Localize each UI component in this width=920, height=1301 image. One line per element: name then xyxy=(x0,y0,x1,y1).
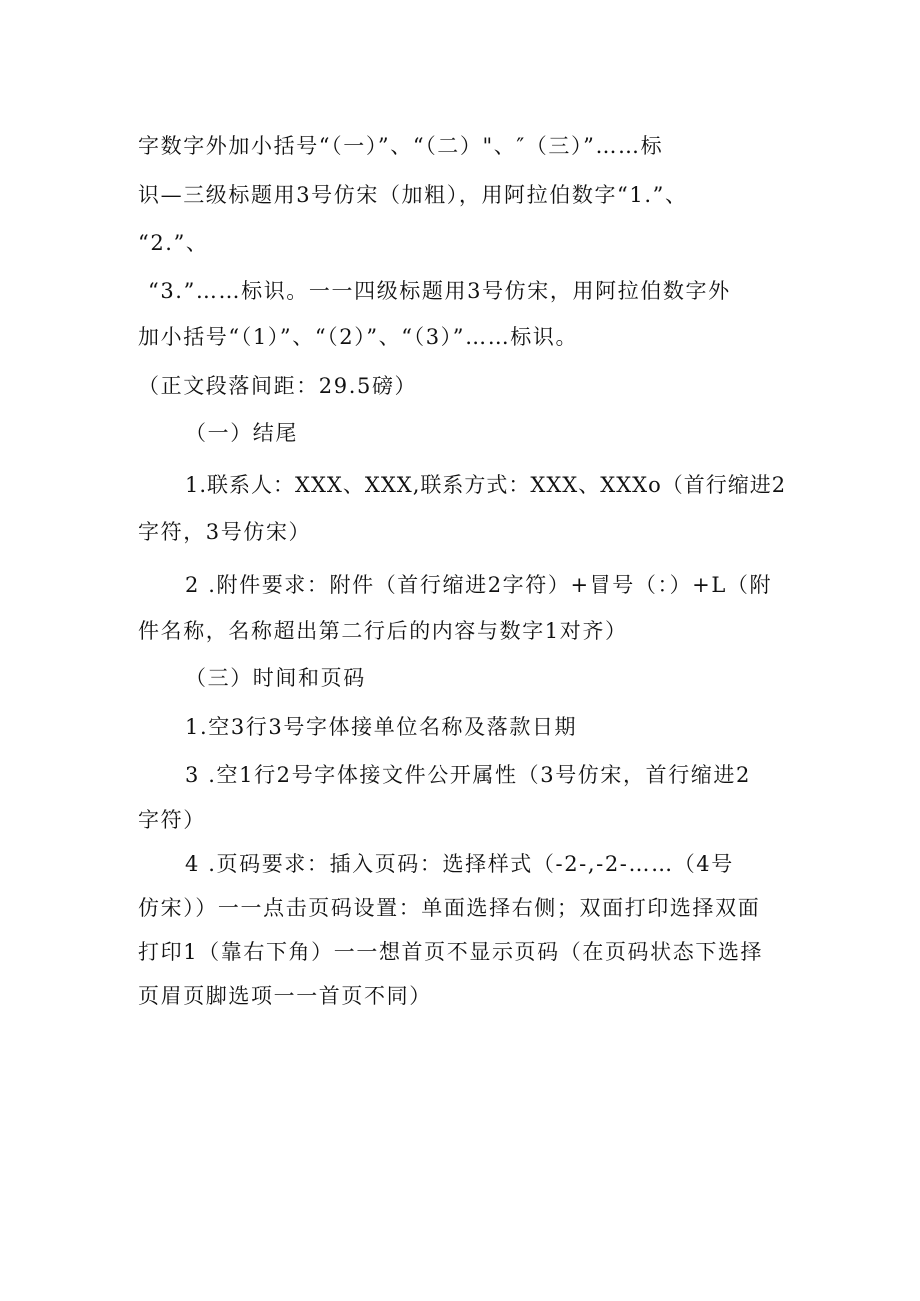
section-heading: （三）时间和页码 xyxy=(185,666,366,690)
text-line: 3 .空1行2号字体接文件公开属性（3号仿宋，首行缩进2 xyxy=(185,763,751,787)
text-line: 2 .附件要求：附件（首行缩进2字符）+冒号（：）+L（附 xyxy=(185,573,773,597)
text-line: 加小括号“（1）”、“（2）”、“（3）”……标识。 xyxy=(138,325,579,349)
text-line: 字符） xyxy=(138,808,206,832)
text-line: 4 .页码要求：插入页码：选择样式（-2-,-2-……（4号 xyxy=(185,852,734,876)
text-line: 识—三级标题用3号仿宋（加粗），用阿拉伯数字“1.”、 xyxy=(138,183,688,207)
text-line: “3.”……标识。一一四级标题用3号仿宋，用阿拉伯数字外 xyxy=(148,279,731,303)
text-line: 件名称，名称超出第二行后的内容与数字1对齐） xyxy=(138,619,628,643)
text-line: 1.空3行3号字体接单位名称及落款日期 xyxy=(185,715,578,739)
section-heading: （一）结尾 xyxy=(185,421,298,445)
text-line: 1.联系人：XXX、XXX,联系方式：XXX、XXXo（首行缩进2 xyxy=(185,473,787,497)
text-line: “2.”、 xyxy=(138,231,209,255)
text-line: 打印1（靠右下角）一一想首页不显示页码（在页码状态下选择 xyxy=(138,940,764,964)
text-line: 字符，3号仿宋） xyxy=(138,520,312,544)
text-line: 仿宋））一一点击页码设置：单面选择右侧；双面打印选择双面 xyxy=(138,896,761,920)
text-line: （正文段落间距：29.5磅） xyxy=(138,374,418,398)
text-line: 页眉页脚选项一一首页不同） xyxy=(138,984,432,1008)
text-line: 字数字外加小括号“（一）”、“（二）"、″（三）”……标 xyxy=(138,134,664,158)
